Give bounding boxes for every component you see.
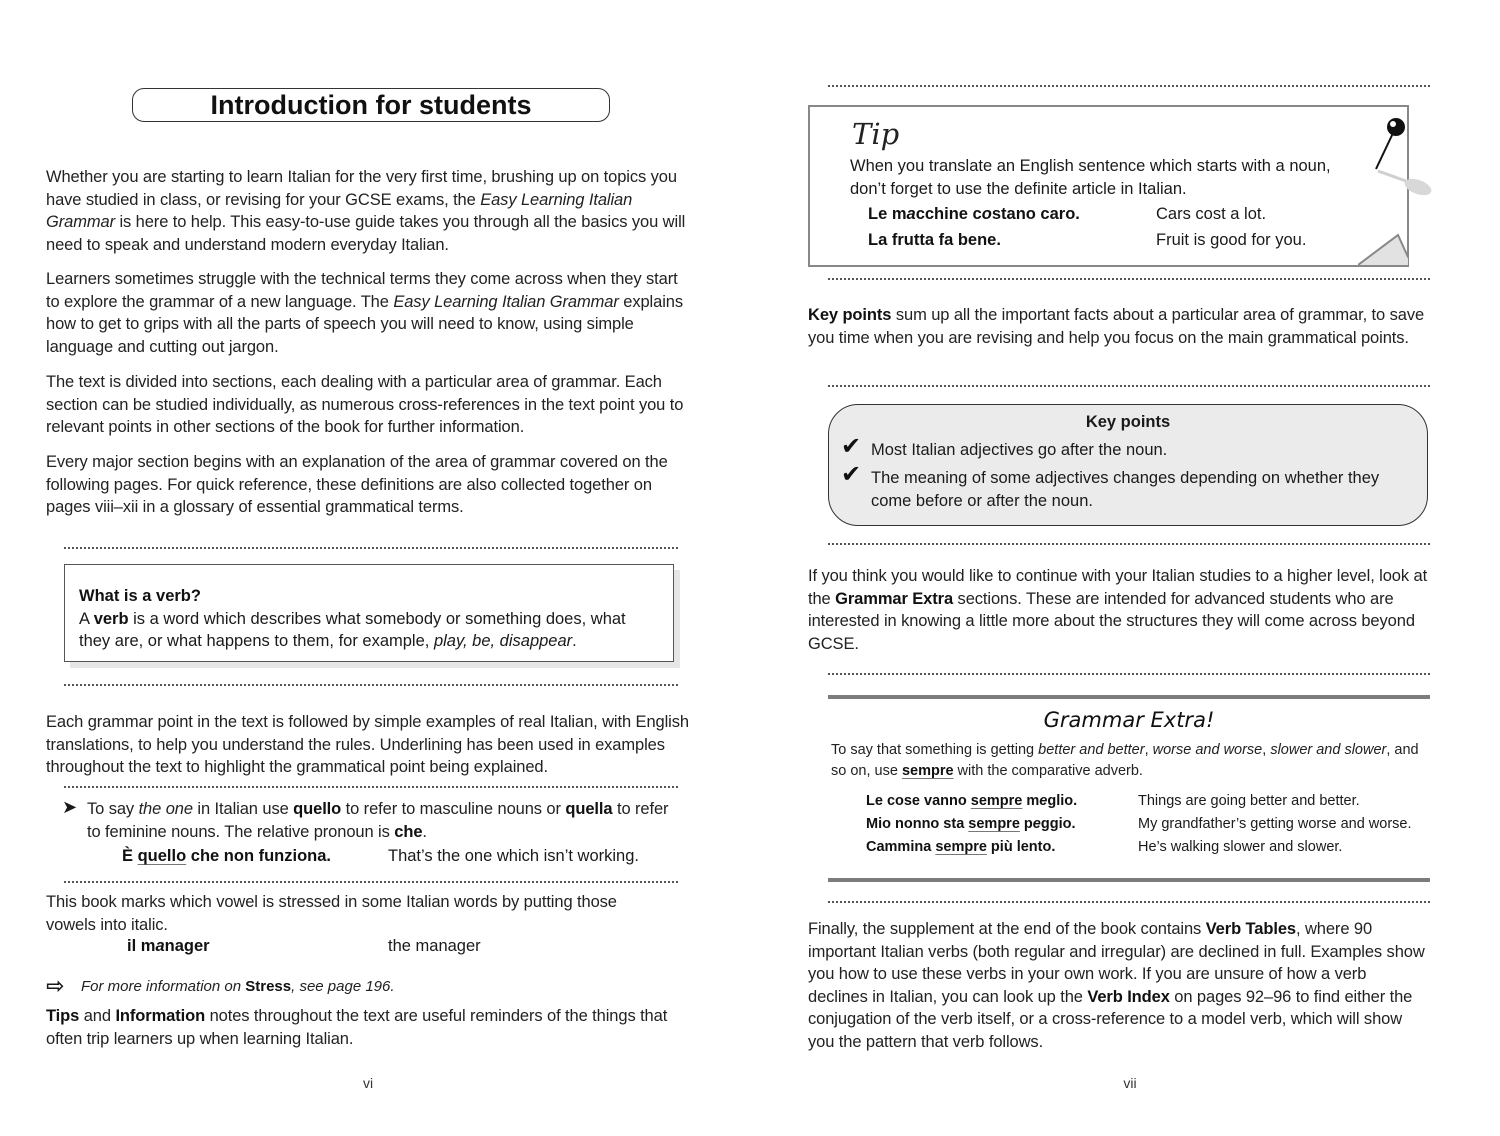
checkmark-icon: ✔: [841, 433, 862, 460]
dotted-divider: [828, 673, 1430, 675]
example-english: That’s the one which isn’t working.: [388, 847, 639, 865]
page-curl-icon: [1358, 233, 1408, 265]
intro-paragraph-4: Every major section begins with an explanation of the area of grammar covered on the following pages. For quick reference, these definitions are also collected together on pages viii–xii in a glossary of essential grammatical terms.: [46, 453, 668, 517]
grammar-extra-example-english: Things are going better and better.: [1138, 793, 1360, 809]
tip-title: Tip: [852, 117, 900, 151]
bullet-text: To say the one in Italian use quello to refer to masculine nouns or quella to refer to feminine nouns. The relative pronoun is che.: [87, 800, 669, 841]
intro-paragraph-6: This book marks which vowel is stressed in some Italian words by putting those vowels into italic.: [46, 893, 617, 934]
arrow-bullet-icon: ➤: [62, 797, 78, 817]
dotted-divider: [828, 85, 1430, 87]
page-title-text: Introduction for students: [210, 90, 532, 120]
pushpin-icon: [1370, 115, 1440, 205]
intro-paragraph-7: Tips and Information notes throughout the text are useful reminders of the things that often trip learners up when learning Italian.: [46, 1007, 668, 1048]
key-points-intro: Key points sum up all the important facts about a particular area of grammar, to save you time when you are revising and help you focus on the main grammatical points.: [808, 306, 1425, 347]
key-points-title: Key points: [1085, 413, 1171, 431]
dotted-divider: [828, 385, 1430, 387]
right-page: [808, 0, 1436, 1136]
tip-example-english: Cars cost a lot.: [1156, 205, 1267, 223]
grammar-extra-intro: If you think you would like to continue with your Italian studies to a higher level, look at the Grammar Extra sections. These are intended for advanced students who are interested in knowing a little more about the structures they will come across beyond GCSE.: [808, 567, 1428, 653]
checkmark-icon: ✔: [841, 461, 862, 488]
definition-box: [64, 564, 674, 662]
definition-heading: What is a verb?: [79, 587, 201, 605]
tip-example-english: Fruit is good for you.: [1156, 231, 1307, 249]
grammar-extra-example-italian: Cammina sempre più lento.: [866, 839, 1056, 855]
page-number: vii: [1123, 1075, 1137, 1091]
definition-text: A verb is a word which describes what somebody or something does, what they are, or what happens to them, for example, play, be, disappear.: [79, 609, 626, 651]
grammar-extra-top-rule: [828, 695, 1430, 699]
example-italian: È quello che non funziona.: [122, 847, 332, 865]
dotted-divider: [64, 786, 678, 788]
dotted-divider: [828, 543, 1430, 545]
grammar-extra-text: To say that something is getting better and better, worse and worse, slower and slower, and so on, use sempre with the comparative adverb.: [831, 742, 1419, 779]
intro-paragraph-3: The text is divided into sections, each dealing with a particular area of grammar. Each section can be studied individually, as numerous cross-references in the text point you to relevant points in other sections of the book for further information.: [46, 373, 684, 437]
dotted-divider: [64, 881, 678, 883]
grammar-extra-title: Grammar Extra!: [1043, 708, 1215, 732]
page-number: vi: [362, 1075, 374, 1091]
grammar-extra-example-english: He’s walking slower and slower.: [1138, 839, 1343, 855]
grammar-extra-example-english: My grandfather’s getting worse and worse.: [1138, 816, 1412, 832]
tip-box: [808, 105, 1409, 267]
final-paragraph: Finally, the supplement at the end of the book contains Verb Tables, where 90 important Italian verbs (both regular and irregular) are declined in full. Examples show you how to use these verbs in your own work. If you are unsure of how a verb declines in Italian, you can look up the Verb Index on pages 92–96 to find either the conjugation of the verb itself, or a cross-reference to a model verb, which will show you the pattern that verb follows.: [808, 920, 1425, 1051]
tip-text: When you translate an English sentence which starts with a noun, don’t forget to use the definite article in Italian.: [850, 157, 1331, 198]
example-italian: il manager: [127, 937, 210, 955]
grammar-extra-example-italian: Mio nonno sta sempre peggio.: [866, 816, 1076, 832]
grammar-extra-example-italian: Le cose vanno sempre meglio.: [866, 793, 1078, 809]
dotted-divider: [64, 547, 678, 549]
intro-paragraph-2: Learners sometimes struggle with the technical terms they come across when they start to explore the grammar of a new language. The Easy Learning Italian Grammar explains how to get to grips with all the parts of speech you will need to know, using simple language and cutting out jargon.: [46, 270, 683, 356]
left-page: [46, 0, 692, 1136]
dotted-divider: [828, 901, 1430, 903]
tip-example-italian: Le macchine costano caro.: [868, 205, 1080, 223]
cross-reference-arrow-icon: ⇨: [46, 973, 65, 998]
page-title: [132, 88, 610, 122]
grammar-extra-bottom-rule: [828, 878, 1430, 882]
dotted-divider: [64, 684, 678, 686]
intro-paragraph-5: Each grammar point in the text is followed by simple examples of real Italian, with English translations, to help you understand the rules. Underlining has been used in examples throughout the text to highlight the grammatical point being explained.: [46, 713, 689, 777]
dotted-divider: [828, 278, 1430, 280]
key-point-item: ✔ The meaning of some adjectives changes depending on whether they come before or after the noun.: [841, 461, 1380, 510]
example-english: the manager: [388, 937, 481, 955]
intro-paragraph-1: Whether you are starting to learn Italian for the very first time, brushing up on topics you have studied in class, or revising for your GCSE exams, the Easy Learning Italian Grammar is here to help. This easy-to-use guide takes you through all the basics you will need to speak and understand modern everyday Italian.: [46, 168, 686, 254]
key-point-item: ✔ Most Italian adjectives go after the noun.: [841, 433, 1168, 460]
cross-reference-link[interactable]: For more information on Stress, see page 196.: [81, 978, 395, 995]
tip-example-italian: La frutta fa bene.: [868, 231, 1001, 249]
key-points-box: [828, 404, 1428, 526]
